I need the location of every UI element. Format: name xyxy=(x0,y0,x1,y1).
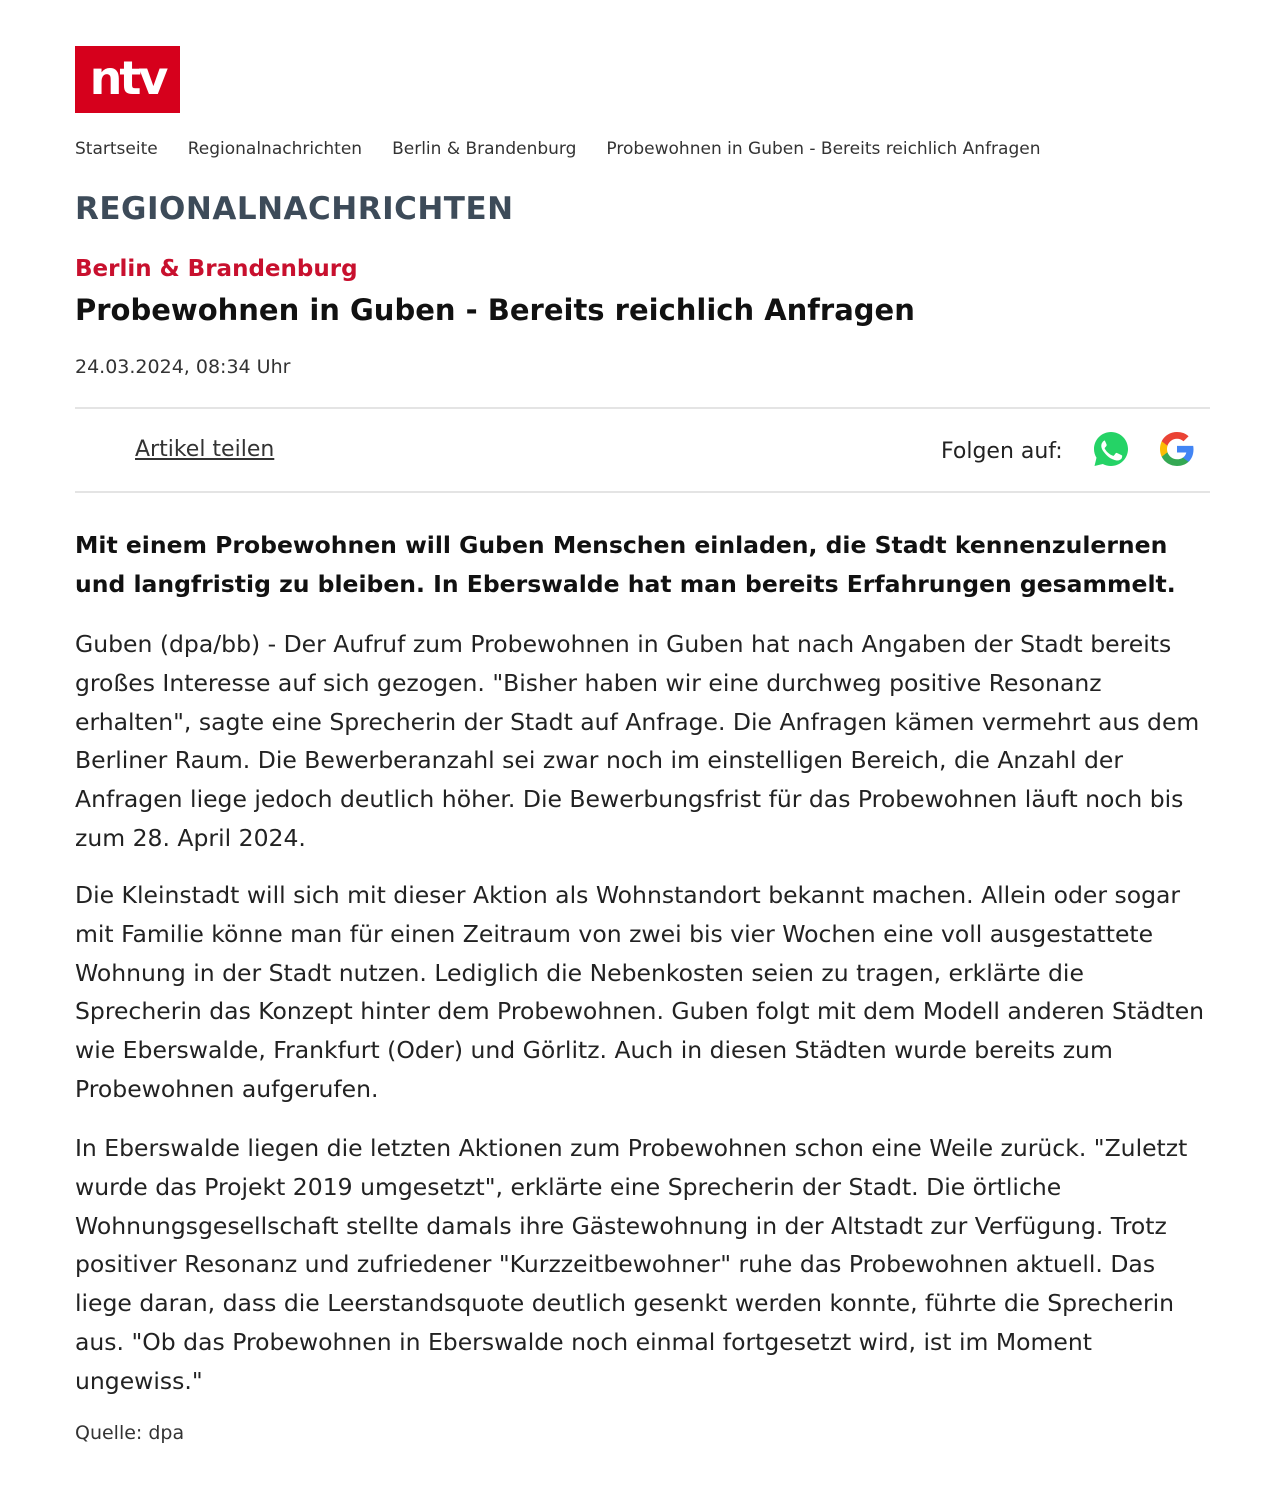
article-paragraph-3: In Eberswalde liegen die letzten Aktionen zum Probewohnen schon eine Weile zurück. "Zuletzt wurde das Projekt 2019 umgesetzt", erklärte eine Sprecherin der Stadt. Die örtliche Wohnungsgesellschaft stellte damals ihre Gästewohnung in der Altstadt zur Verfügung. Trotz positiver Resonanz und zufriedener "Kurzzeitbewohner" ruhe das Probewohnen aktuell. Das liege daran, dass die Leerstandsquote deutlich gesenkt werden konnte, führte die Sprecherin aus. "Ob das Probewohnen in Eberswalde noch einmal fortgesetzt wird, ist im Moment ungewiss." xyxy=(75,1134,1188,1395)
article-date: 24.03.2024, 08:34 Uhr xyxy=(75,356,291,378)
breadcrumb-berlin-brandenburg[interactable]: Berlin & Brandenburg xyxy=(392,139,577,159)
section-title: REGIONALNACHRICHTEN xyxy=(75,191,514,227)
breadcrumb-home[interactable]: Startseite xyxy=(75,139,158,159)
breadcrumb-regionalnachrichten[interactable]: Regionalnachrichten xyxy=(187,139,363,159)
article-headline: Probewohnen in Guben - Bereits reichlich Anfragen xyxy=(75,293,915,327)
follow-label: Folgen auf: xyxy=(941,439,1063,464)
breadcrumb xyxy=(75,139,1041,159)
article-kicker[interactable]: Berlin & Brandenburg xyxy=(75,256,358,282)
share-bar xyxy=(75,407,1210,493)
whatsapp-icon[interactable] xyxy=(1091,429,1131,469)
article-paragraph-1: Guben (dpa/bb) - Der Aufruf zum Probewohnen in Guben hat nach Angaben der Stadt bereits großes Interesse auf sich gezogen. "Bisher haben wir eine durchweg positive Resonanz erhalten", sagte eine Sprecherin der Stadt auf Anfrage. Die Anfragen kämen vermehrt aus dem Berliner Raum. Die Bewerberanzahl sei zwar noch im einstelligen Bereich, die Anzahl der Anfragen liege jedoch deutlich höher. Die Bewerbungsfrist für das Probewohnen läuft noch bis zum 28. April 2024. xyxy=(75,630,1200,852)
article-paragraph-2: Die Kleinstadt will sich mit dieser Aktion als Wohnstandort bekannt machen. Allein oder sogar mit Familie könne man für einen Zeitraum von zwei bis vier Wochen eine voll ausgestattete Wohnung in der Stadt nutzen. Lediglich die Nebenkosten seien zu tragen, erklärte die Sprecherin das Konzept hinter dem Probewohnen. Guben folgt mit dem Modell anderen Städten wie Eberswalde, Frankfurt (Oder) und Görlitz. Auch in diesen Städten wurde bereits zum Probewohnen aufgerufen. xyxy=(75,881,1205,1103)
breadcrumb-current-article[interactable]: Probewohnen in Guben - Bereits reichlich Anfragen xyxy=(606,139,1041,159)
logo-text: ntv xyxy=(89,50,166,105)
article-source: Quelle: dpa xyxy=(75,1422,185,1444)
article-lead: Mit einem Probewohnen will Guben Menschen einladen, die Stadt kennenzulernen und langfristig zu bleiben. In Eberswalde hat man bereits Erfahrungen gesammelt. xyxy=(75,531,1176,598)
share-article-link[interactable]: Artikel teilen xyxy=(135,437,275,462)
ntv-logo[interactable] xyxy=(75,46,180,113)
google-icon[interactable] xyxy=(1157,429,1197,469)
